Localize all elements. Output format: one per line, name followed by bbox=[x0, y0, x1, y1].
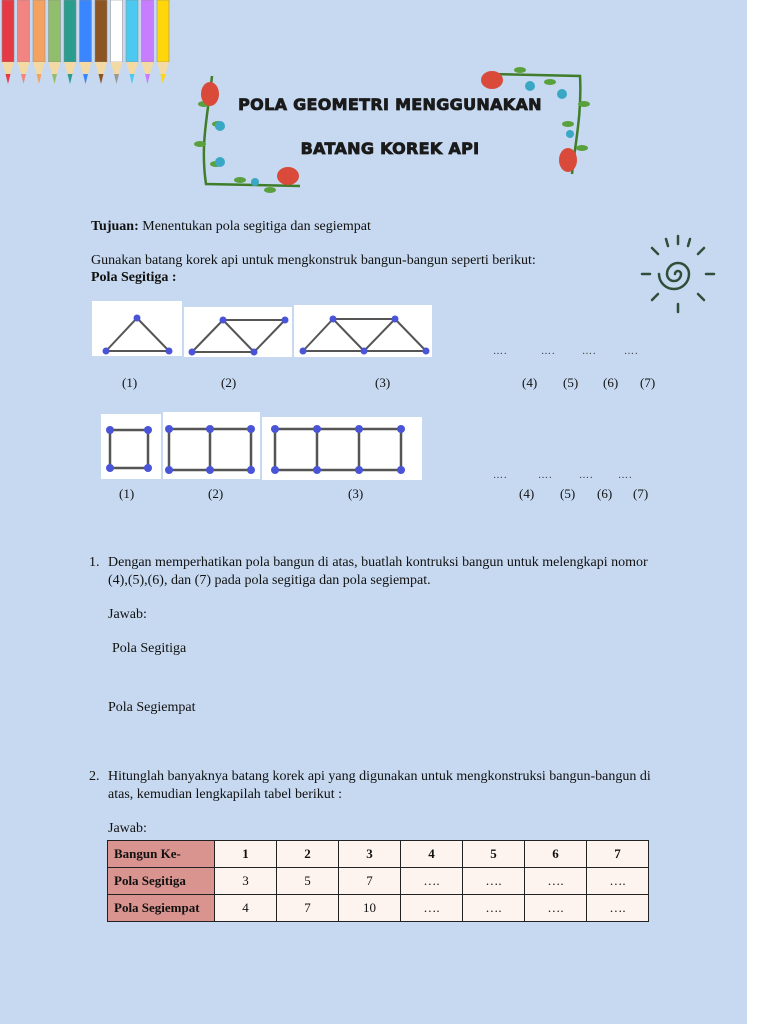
triangle-label-2: (2) bbox=[221, 375, 237, 390]
table-header-cell: 4 bbox=[401, 841, 463, 868]
square-label-1: (1) bbox=[119, 486, 135, 501]
square-blank-6: …. bbox=[579, 470, 594, 481]
pencil-body bbox=[111, 0, 123, 62]
square-figure-3 bbox=[262, 417, 422, 480]
pencil-lead bbox=[52, 74, 57, 84]
floral-frame-decoration bbox=[190, 64, 590, 194]
objective-text bbox=[91, 218, 371, 236]
triangle-label-7: (7) bbox=[640, 375, 656, 390]
square-label-4: (4) bbox=[519, 486, 535, 501]
pencil-lead bbox=[6, 74, 11, 84]
table-cell: …. bbox=[525, 868, 587, 895]
colored-pencils-decoration bbox=[0, 0, 180, 100]
table-header-cell: 2 bbox=[277, 841, 339, 868]
table-cell: …. bbox=[401, 868, 463, 895]
table-cell: 4 bbox=[215, 895, 277, 922]
table-header-cell: 3 bbox=[339, 841, 401, 868]
triangle-figure-3 bbox=[294, 305, 432, 357]
table-cell: 5 bbox=[277, 868, 339, 895]
title-line-1: POLA GEOMETRI MENGGUNAKAN bbox=[238, 95, 542, 114]
question-1-answer-label: Jawab: bbox=[108, 607, 147, 622]
pencil-body bbox=[18, 0, 30, 62]
instruction-text: Gunakan batang korek api untuk mengkonstruk bangun-bangun seperti berikut: bbox=[91, 253, 536, 268]
question-2-line-1: Hitunglah banyaknya batang korek api yang digunakan untuk mengkonstruksi bangun-bangun di bbox=[108, 769, 651, 784]
pencil-body bbox=[2, 0, 14, 62]
triangle-label-4: (4) bbox=[522, 375, 538, 390]
matchstick-count-table bbox=[107, 840, 649, 922]
pencil-body bbox=[157, 0, 169, 62]
question-1-line-2: (4),(5),(6), dan (7) pada pola segitiga dan pola segiempat. bbox=[108, 573, 431, 588]
question-2-number: 2. bbox=[89, 769, 100, 784]
table-header-row bbox=[108, 841, 649, 868]
triangle-label-1: (1) bbox=[122, 375, 138, 390]
triangle-figure-2 bbox=[184, 307, 292, 357]
triangle-blank-7: …. bbox=[624, 346, 639, 357]
table-cell: …. bbox=[525, 895, 587, 922]
pencil-body bbox=[126, 0, 138, 62]
square-blank-7: …. bbox=[618, 470, 633, 481]
question-1-triangle-answer: Pola Segitiga bbox=[112, 641, 187, 656]
triangle-blank-4: …. bbox=[493, 346, 508, 357]
table-header-cell: 6 bbox=[525, 841, 587, 868]
triangle-blank-6: …. bbox=[582, 346, 597, 357]
pencil-lead bbox=[21, 74, 26, 84]
table-header-cell: 1 bbox=[215, 841, 277, 868]
triangle-figure-1 bbox=[92, 301, 182, 356]
table-header-cell: 7 bbox=[587, 841, 649, 868]
square-blank-4: …. bbox=[493, 470, 508, 481]
table-cell: …. bbox=[587, 868, 649, 895]
table-cell: 7 bbox=[277, 895, 339, 922]
table-cell: 7 bbox=[339, 868, 401, 895]
pencil-body bbox=[95, 0, 107, 62]
square-label-2: (2) bbox=[208, 486, 224, 501]
triangle-label-6: (6) bbox=[603, 375, 619, 390]
question-2-line-2: atas, kemudian lengkapilah tabel berikut : bbox=[108, 787, 343, 802]
triangle-heading: Pola Segitiga : bbox=[91, 270, 177, 285]
table-cell: …. bbox=[463, 895, 525, 922]
table-row-label: Pola Segiempat bbox=[108, 895, 215, 922]
pencil-body bbox=[142, 0, 154, 62]
table-cell: 10 bbox=[339, 895, 401, 922]
square-label-6: (6) bbox=[597, 486, 613, 501]
pencil-body bbox=[49, 0, 61, 62]
triangle-label-5: (5) bbox=[563, 375, 579, 390]
title-line-2: BATANG KOREK API bbox=[300, 139, 480, 158]
square-blank-5: …. bbox=[538, 470, 553, 481]
square-label-3: (3) bbox=[348, 486, 364, 501]
question-2-answer-label: Jawab: bbox=[108, 821, 147, 836]
pencil-lead bbox=[68, 74, 73, 84]
question-1-number: 1. bbox=[89, 555, 100, 570]
pencil-body bbox=[80, 0, 92, 62]
pencil-lead bbox=[114, 74, 119, 84]
pencil-body bbox=[33, 0, 45, 62]
triangle-label-3: (3) bbox=[375, 375, 391, 390]
pencil-lead bbox=[37, 74, 42, 84]
pencil-lead bbox=[83, 74, 88, 84]
pencil-lead bbox=[145, 74, 150, 84]
table-row bbox=[108, 895, 649, 922]
pencil-lead bbox=[130, 74, 135, 84]
table-header-label: Bangun Ke- bbox=[108, 841, 215, 868]
pencil-lead bbox=[161, 74, 166, 84]
square-label-7: (7) bbox=[633, 486, 649, 501]
table-cell: …. bbox=[587, 895, 649, 922]
square-figure-1 bbox=[101, 414, 161, 479]
objective-label: Tujuan: bbox=[91, 219, 139, 234]
square-label-5: (5) bbox=[560, 486, 576, 501]
sun-swirl-icon bbox=[640, 234, 716, 314]
table-header-cell: 5 bbox=[463, 841, 525, 868]
table-row-label: Pola Segitiga bbox=[108, 868, 215, 895]
triangle-blank-5: …. bbox=[541, 346, 556, 357]
question-1-line-1: Dengan memperhatikan pola bangun di atas, buatlah kontruksi bangun untuk melengkapi nomor bbox=[108, 555, 648, 570]
question-1-square-answer: Pola Segiempat bbox=[108, 700, 196, 715]
pencil-lead bbox=[99, 74, 104, 84]
square-figure-2 bbox=[163, 412, 260, 479]
table-cell: …. bbox=[463, 868, 525, 895]
table-cell: 3 bbox=[215, 868, 277, 895]
table-row bbox=[108, 868, 649, 895]
pencil-body bbox=[64, 0, 76, 62]
objective-body: Menentukan pola segitiga dan segiempat bbox=[138, 219, 371, 234]
table-cell: …. bbox=[401, 895, 463, 922]
